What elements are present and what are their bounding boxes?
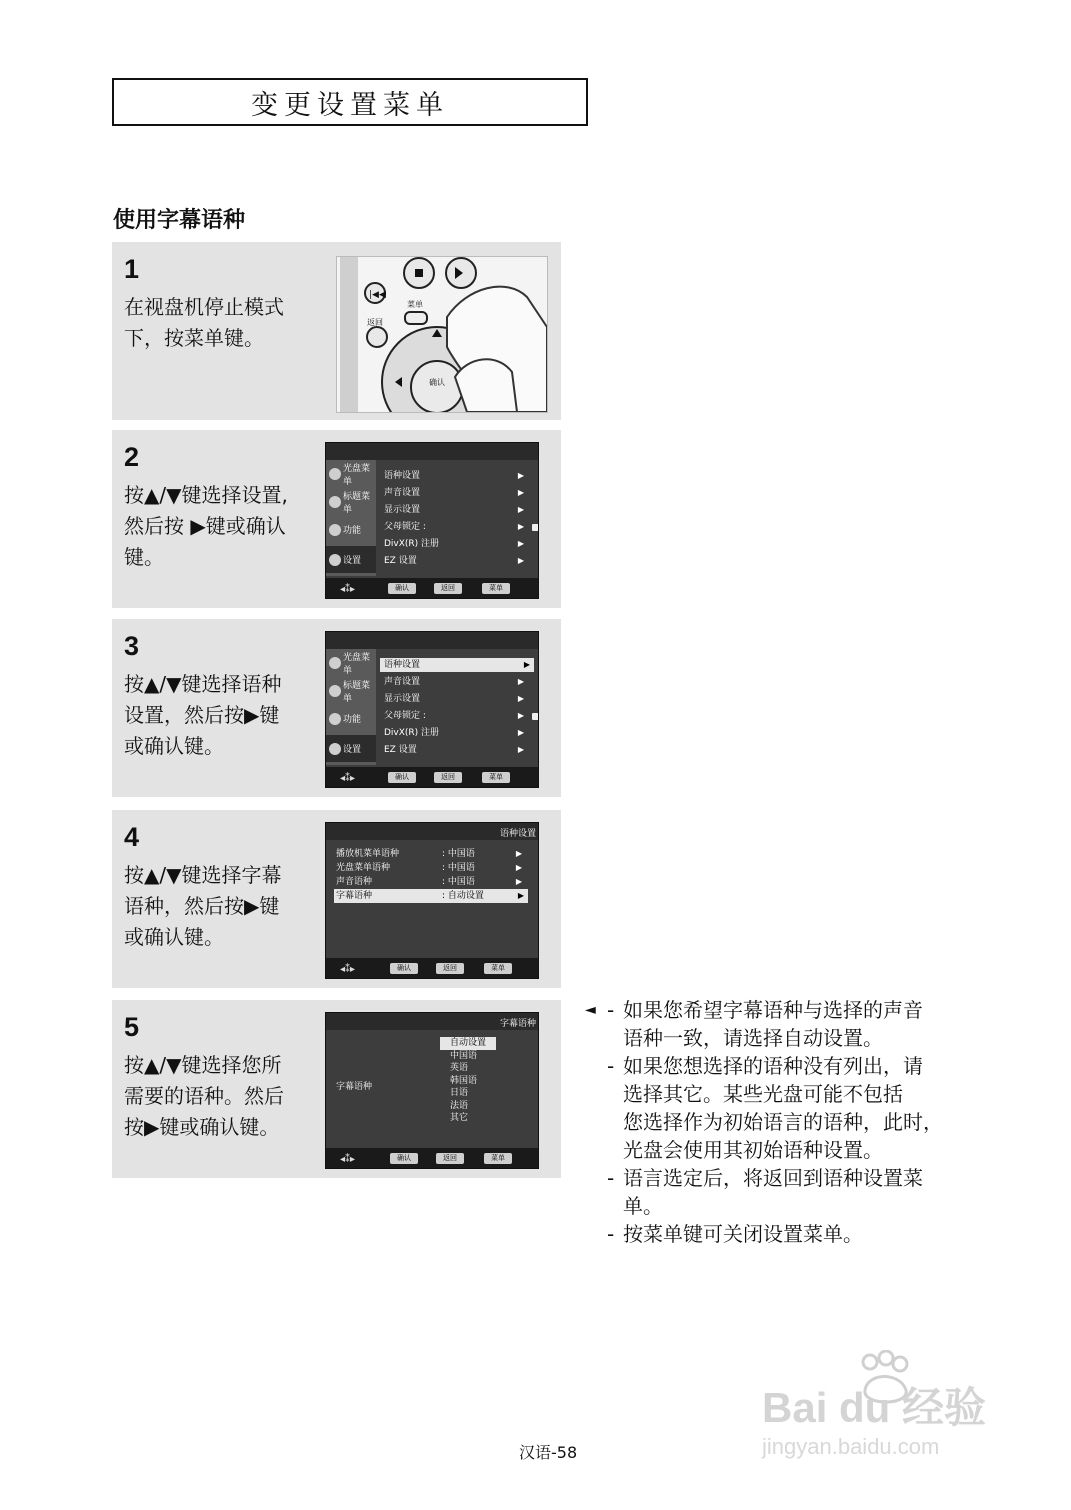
step-number: 1 <box>124 254 140 284</box>
menu-item-language: 语种设置 ▶ <box>384 471 524 481</box>
step-number: 4 <box>124 822 140 852</box>
page-number: 汉语-58 <box>519 1443 578 1462</box>
function-icon <box>329 524 341 536</box>
step-number: 2 <box>124 442 140 472</box>
menu-item-language-highlighted: 语种设置 ▶ <box>380 658 534 672</box>
lang-row: 播放机菜单语种 : 中国语 ▶ <box>336 849 522 859</box>
step-text: 按▲/▼键选择设置, 然后按 ▶键或确认 键。 <box>124 483 288 569</box>
gear-icon <box>329 554 341 566</box>
lock-icon <box>532 524 539 531</box>
section-heading: 使用字幕语种 <box>113 208 246 233</box>
confirm-button-label: 确认 <box>390 1153 418 1164</box>
step-number: 3 <box>124 631 140 661</box>
confirm-button-label: 确认 <box>390 963 418 974</box>
menu-item-audio: 声音设置 ▶ <box>384 488 524 498</box>
menu-item-display: 显示设置 ▶ <box>384 505 524 515</box>
step-1 <box>112 242 561 420</box>
svg-text:|◀◀: |◀◀ <box>369 290 386 300</box>
side-item-function: 功能 <box>326 516 376 543</box>
menu-item-audio: 声音设置 ▶ <box>384 677 524 687</box>
menu-item-parental: 父母锁定 : ▶ <box>384 520 528 534</box>
back-button-label: 返回 <box>436 963 464 974</box>
menu-item-display: 显示设置 ▶ <box>384 694 524 704</box>
option: 英语 <box>450 1063 469 1073</box>
side-menu <box>326 649 376 765</box>
note-marker-icon: ◄ <box>585 1002 596 1018</box>
menu-button-label: 菜单 <box>484 1153 512 1164</box>
nav-icon: ◂⁑▸ <box>340 773 356 784</box>
title-icon <box>329 685 341 697</box>
back-button-label: 返回 <box>434 772 462 783</box>
menu-button-label: 菜单 <box>484 963 512 974</box>
side-item-disc-menu: 光盘菜单 <box>326 649 376 676</box>
option: 韩国语 <box>450 1075 478 1086</box>
baidu-watermark-logo <box>760 1350 1000 1470</box>
remote-control-image <box>336 256 548 413</box>
function-icon <box>329 713 341 725</box>
step-3 <box>112 619 561 797</box>
language-setup-screen <box>325 822 539 979</box>
option: 法语 <box>450 1100 469 1111</box>
nav-icon: ◂⁑▸ <box>340 1154 356 1165</box>
title-icon <box>329 496 341 508</box>
page-title: 变更设置菜单 <box>112 78 588 126</box>
note-item: ◄ - 如果您希望字幕语种与选择的声音 语种一致，请选择自动设置。 <box>585 998 923 1050</box>
side-menu <box>326 460 376 576</box>
step-number: 5 <box>124 1012 140 1042</box>
lang-row: 声音语种 : 中国语 ▶ <box>336 877 522 887</box>
confirm-button-label: 确认 <box>388 583 416 594</box>
setup-menu-screen <box>325 631 539 788</box>
gear-icon <box>329 743 341 755</box>
setup-menu-screen <box>325 442 539 599</box>
option: 其它 <box>450 1113 469 1123</box>
menu-button-label: 菜单 <box>482 583 510 594</box>
side-item-title-menu: 标题菜单 <box>326 488 376 515</box>
svg-text:Bai du 经验: Bai du 经验 <box>762 1384 987 1431</box>
menu-item-divx: DivX(R) 注册 ▶ <box>384 728 524 738</box>
disc-icon <box>329 657 341 669</box>
option-highlighted: 自动设置 <box>440 1037 496 1050</box>
side-item-function: 功能 <box>326 705 376 732</box>
menu-item-ez: EZ 设置 ▶ <box>384 556 524 566</box>
notes <box>585 996 985 1248</box>
lang-row-highlighted: 字幕语种 : 自动设置 ▶ <box>334 889 528 903</box>
back-button-label: 返回 <box>434 583 462 594</box>
note-item: - 按菜单键可关闭设置菜单。 <box>607 1222 863 1246</box>
step-2 <box>112 430 561 608</box>
side-item-disc-menu: 光盘菜单 <box>326 460 376 487</box>
side-item-title-menu: 标题菜单 <box>326 677 376 704</box>
disc-icon <box>329 468 341 480</box>
side-item-setup: 设置 <box>326 546 376 573</box>
step-text: 按▲/▼键选择您所 需要的语种。然后 按▶键或确认键。 <box>124 1053 284 1139</box>
subtitle-label: 字幕语种 <box>336 1082 373 1092</box>
menu-key-label: 菜单 <box>407 300 423 309</box>
menu-item-parental: 父母锁定 : ▶ <box>384 709 528 723</box>
note-item: - 如果您想选择的语种没有列出，请 选择其它。某些光盘可能不包括 您选择作为初始语言的语种，此时， 光盘会使用其初始语种设置。 <box>607 1054 943 1162</box>
screen-title: 字幕语种 <box>499 1019 536 1029</box>
menu-button-label: 菜单 <box>482 772 510 783</box>
svg-text:jingyan.baidu.com: jingyan.baidu.com <box>762 1434 940 1459</box>
subtitle-language-screen <box>325 1012 539 1169</box>
option: 中国语 <box>450 1050 478 1061</box>
lock-icon <box>532 713 539 720</box>
menu-item-ez: EZ 设置 ▶ <box>384 745 524 755</box>
svg-text:确认: 确认 <box>429 378 445 387</box>
step-text: 在视盘机停止模式 下，按菜单键。 <box>124 295 284 350</box>
option: 日语 <box>450 1088 469 1098</box>
step-text: 按▲/▼键选择语种 设置，然后按▶键 或确认键。 <box>124 672 282 758</box>
side-item-setup: 设置 <box>326 735 376 762</box>
note-item: - 语言选定后，将返回到语种设置菜 单。 <box>607 1166 923 1218</box>
back-button-label: 返回 <box>436 1153 464 1164</box>
step-text: 按▲/▼键选择字幕 语种，然后按▶键 或确认键。 <box>124 863 282 949</box>
confirm-button-label: 确认 <box>388 772 416 783</box>
lang-row: 光盘菜单语种 : 中国语 ▶ <box>336 863 522 873</box>
language-options <box>440 1037 496 1125</box>
screen-title: 语种设置 <box>499 829 536 839</box>
menu-item-divx: DivX(R) 注册 ▶ <box>384 539 524 549</box>
step-4 <box>112 810 561 988</box>
svg-text:返回: 返回 <box>367 318 383 327</box>
nav-icon: ◂⁑▸ <box>340 964 356 975</box>
step-5 <box>112 1000 561 1178</box>
nav-icon: ◂⁑▸ <box>340 584 356 595</box>
